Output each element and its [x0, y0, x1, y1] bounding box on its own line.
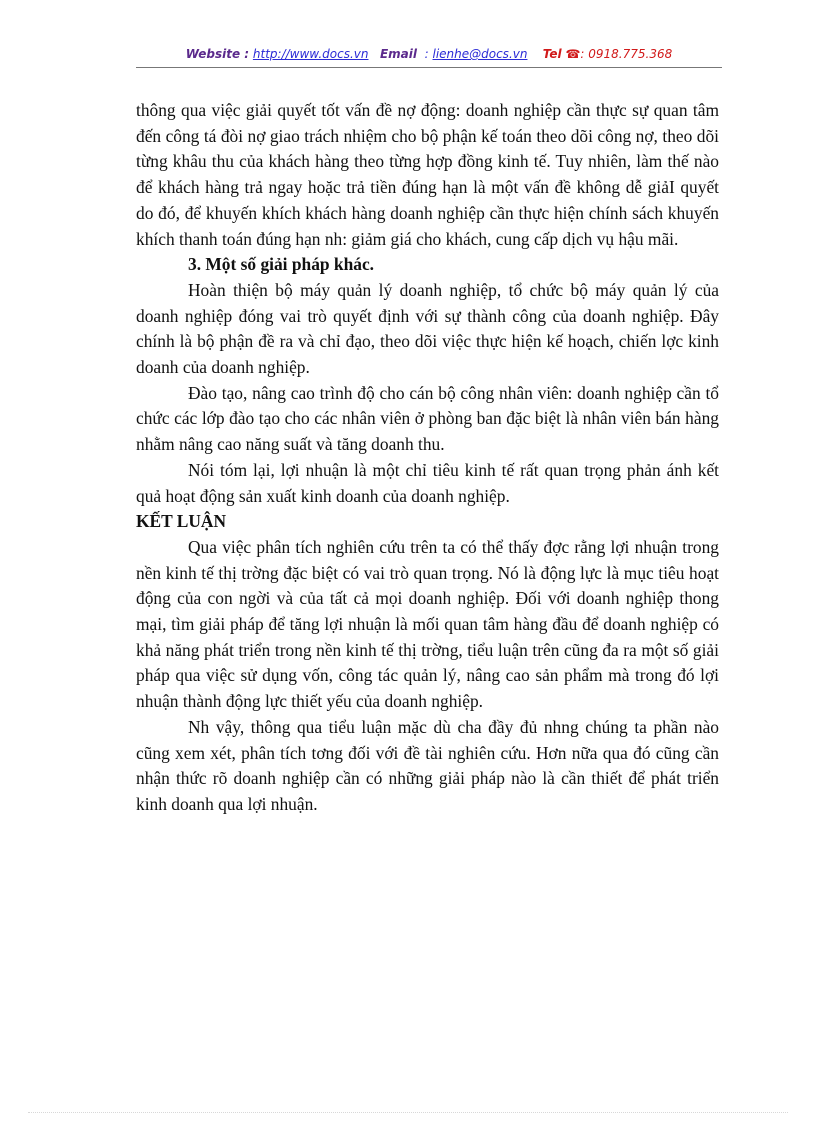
phone-icon: ☎ [565, 47, 581, 61]
paragraph-conclusion-2: Nh vậy, thông qua tiểu luận mặc dù cha đầy đủ nhng chúng ta phần nào cũng xem xét, phân tích tơng đối với đề tài nghiên cứu. Hơn nữa qua đó cũng cần nhận thức rõ doanh nghiệp cần có những giải pháp nào là cần thiết để phát triển kinh doanh qua lợi nhuận. [136, 716, 719, 814]
section-heading: 3. Một số giải pháp khác. [188, 254, 375, 275]
email-separator: : [424, 47, 429, 61]
page-header [136, 47, 722, 61]
paragraph-summary: Nói tóm lại, lợi nhuận là một chỉ tiêu kinh tế rất quan trọng phản ánh kết quả hoạt động sản xuất kinh doanh của doanh nghiệp. [136, 459, 719, 506]
paragraph-management: Hoàn thiện bộ máy quản lý doanh nghiệp, tổ chức bộ máy quản lý của doanh nghiệp đóng vai trò quyết định với sự thành công của doanh nghiệp. Đây chính là bộ phận đề ra và chỉ đạo, theo dõi việc thực hiện kế hoạch, chiến lợc kinh doanh của doanh nghiệp. [136, 279, 719, 378]
website-label: Website : [185, 47, 250, 61]
email-link[interactable]: lienhe@docs.vn [432, 47, 528, 61]
tel-label: Tel [542, 47, 562, 61]
conclusion-title: KẾT LUẬN [136, 511, 227, 532]
website-link[interactable]: http://www.docs.vn [252, 47, 369, 61]
paragraph-conclusion-1: Qua việc phân tích nghiên cứu trên ta có thể thấy đợc rằng lợi nhuận trong nền kinh tế thị trờng đặc biệt có vai trò quan trọng. Nó là động lực là mục tiêu hoạt động của con ngời và của tất cả mọi doanh nghiệp. Đối với doanh nghiệp thong mại, tìm giải pháp để tăng lợi nhuận là mối quan tâm hàng đầu để doanh nghiệp có khả năng phát triển trong nền kinh tế thị trờng, tiểu luận trên cũng đa ra một số giải pháp qua việc sử dụng vốn, công tác quản lý, nâng cao sản phẩm mà trong đó lợi nhuận thành động lực thiết yếu của doanh nghiệp. [136, 536, 719, 712]
document-body [136, 98, 719, 818]
header-rule [136, 67, 722, 68]
tel-value: : 0918.775.368 [580, 47, 673, 61]
footer-divider [28, 1112, 788, 1113]
paragraph-training: Đào tạo, nâng cao trình độ cho cán bộ công nhân viên: doanh nghiệp cần tổ chức các lớp đào tạo cho các nhân viên ở phòng ban đặc biệt là nhân viên bán hàng nhằm nâng cao năng suất và tăng doanh thu. [136, 382, 719, 455]
email-label: Email [379, 47, 417, 61]
paragraph-debt-collection: thông qua việc giải quyết tốt vấn đề nợ động: doanh nghiệp cần thực sự quan tâm đến công tá đòi nợ giao trách nhiệm cho bộ phận kế toán theo dõi công nợ, theo dõi từng khâu thu của khách hàng theo từng hợp đồng kinh tế. Tuy nhiên, làm thế nào để khách hàng trả ngay hoặc trả tiền đúng hạn là một vấn đề không dễ giảI quyết do đó, để khuyến khích khách hàng doanh nghiệp cần thực hiện chính sách khuyến khích thanh toán đúng hạn nh: giảm giá cho khách, cung cấp dịch vụ hậu mãi. [136, 100, 719, 249]
